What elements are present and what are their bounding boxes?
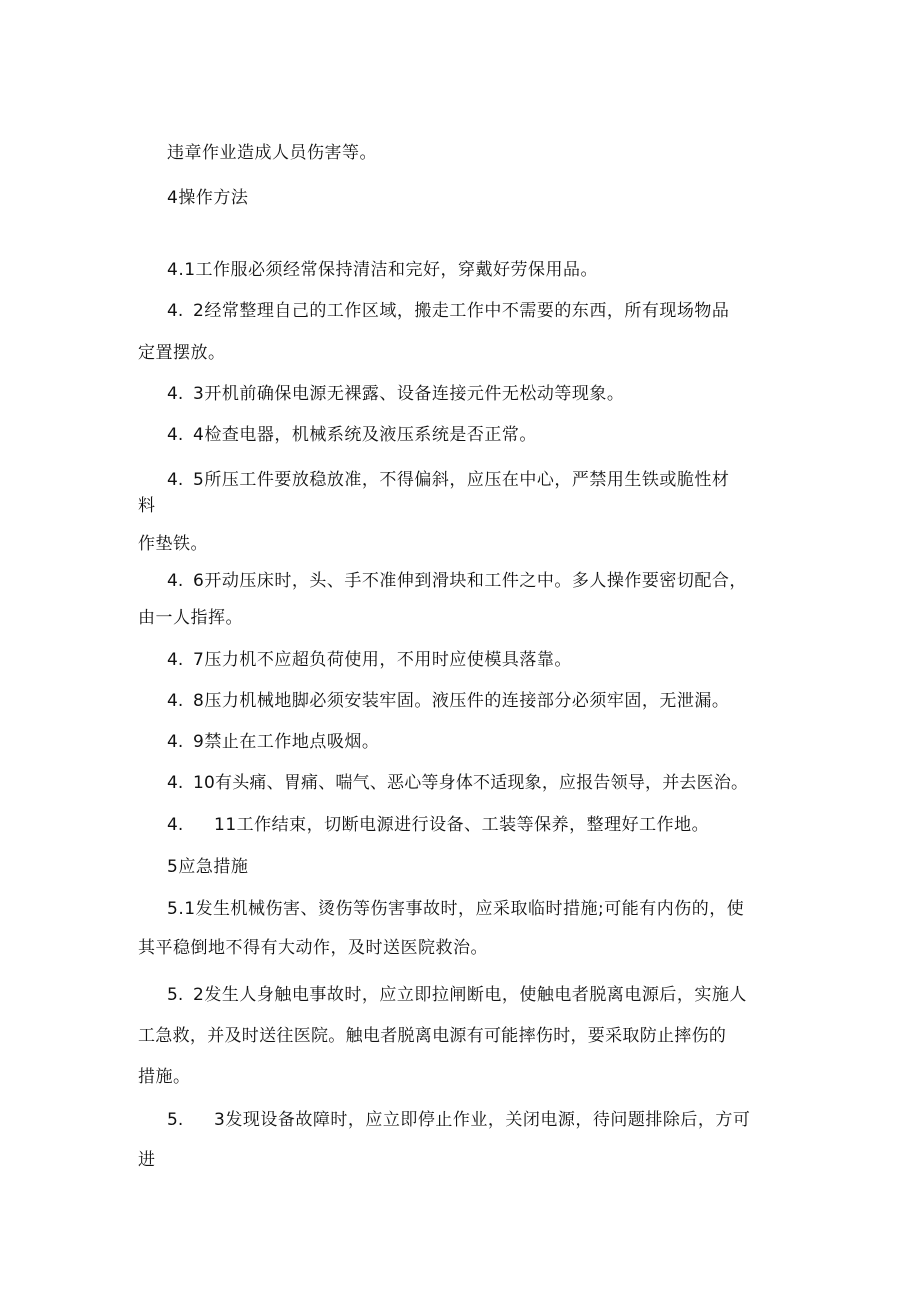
item-number: 5. [167,1110,184,1130]
text-line: 4.1工作服必须经常保持清洁和完好，穿戴好劳保用品。 [167,260,599,280]
text-line: 违章作业造成人员伤害等。 [167,143,377,163]
text-line: 7压力机不应超负荷使用，不用时应使模具落靠。 [193,650,572,670]
text-line: 定置摆放。 [138,343,226,363]
text-line: 2经常整理自己的工作区域，搬走工作中不需要的东西，所有现场物品 [193,301,730,321]
item-number: 4. [167,470,184,490]
section-heading: 4操作方法 [167,188,249,208]
text-line: 10有头痛、胃痛、喘气、恶心等身体不适现象，应报告领导，并去医治。 [193,773,749,793]
text-line: 5所压工件要放稳放准，不得偏斜，应压在中心，严禁用生铁或脆性材 [193,470,730,490]
item-number: 4. [167,773,184,793]
text-line: 4检查电器，机械系统及液压系统是否正常。 [193,425,537,445]
text-line: 5.1发生机械伤害、烫伤等伤害事故时，应采取临时措施;可能有内伤的，使 [167,899,745,919]
section-heading: 5应急措施 [167,857,249,877]
item-number: 4. [167,384,184,404]
item-number: 4. [167,732,184,752]
text-line: 进 [138,1150,156,1170]
item-number: 4. [167,650,184,670]
text-line: 2发生人身触电事故时，应立即拉闸断电，使触电者脱离电源后，实施人 [193,985,747,1005]
item-number: 4. [167,571,184,591]
item-number: 4. [167,691,184,711]
item-number: 4. [167,425,184,445]
text-line: 由一人指挥。 [138,608,243,628]
text-line: 料 [138,496,156,516]
text-line: 6开动压床时，头、手不准伸到滑块和工件之中。多人操作要密切配合， [193,571,747,591]
text-line: 11工作结束，切断电源进行设备、工装等保养，整理好工作地。 [214,815,710,835]
item-number: 5. [167,985,184,1005]
text-line: 3开机前确保电源无裸露、设备连接元件无松动等现象。 [193,384,625,404]
text-line: 3发现设备故障时，应立即停止作业，关闭电源，待问题排除后，方可 [214,1110,751,1130]
text-line: 措施。 [138,1067,191,1087]
text-line: 作垫铁。 [138,534,208,554]
item-number: 4. [167,301,184,321]
text-line: 8压力机械地脚必须安装牢固。液压件的连接部分必须牢固，无泄漏。 [193,691,730,711]
text-line: 其平稳倒地不得有大动作，及时送医院救治。 [138,938,488,958]
text-line: 工急救，并及时送往医院。触电者脱离电源有可能摔伤时，要采取防止摔伤的 [138,1026,727,1046]
text-line: 9禁止在工作地点吸烟。 [193,732,380,752]
item-number: 4. [167,815,184,835]
